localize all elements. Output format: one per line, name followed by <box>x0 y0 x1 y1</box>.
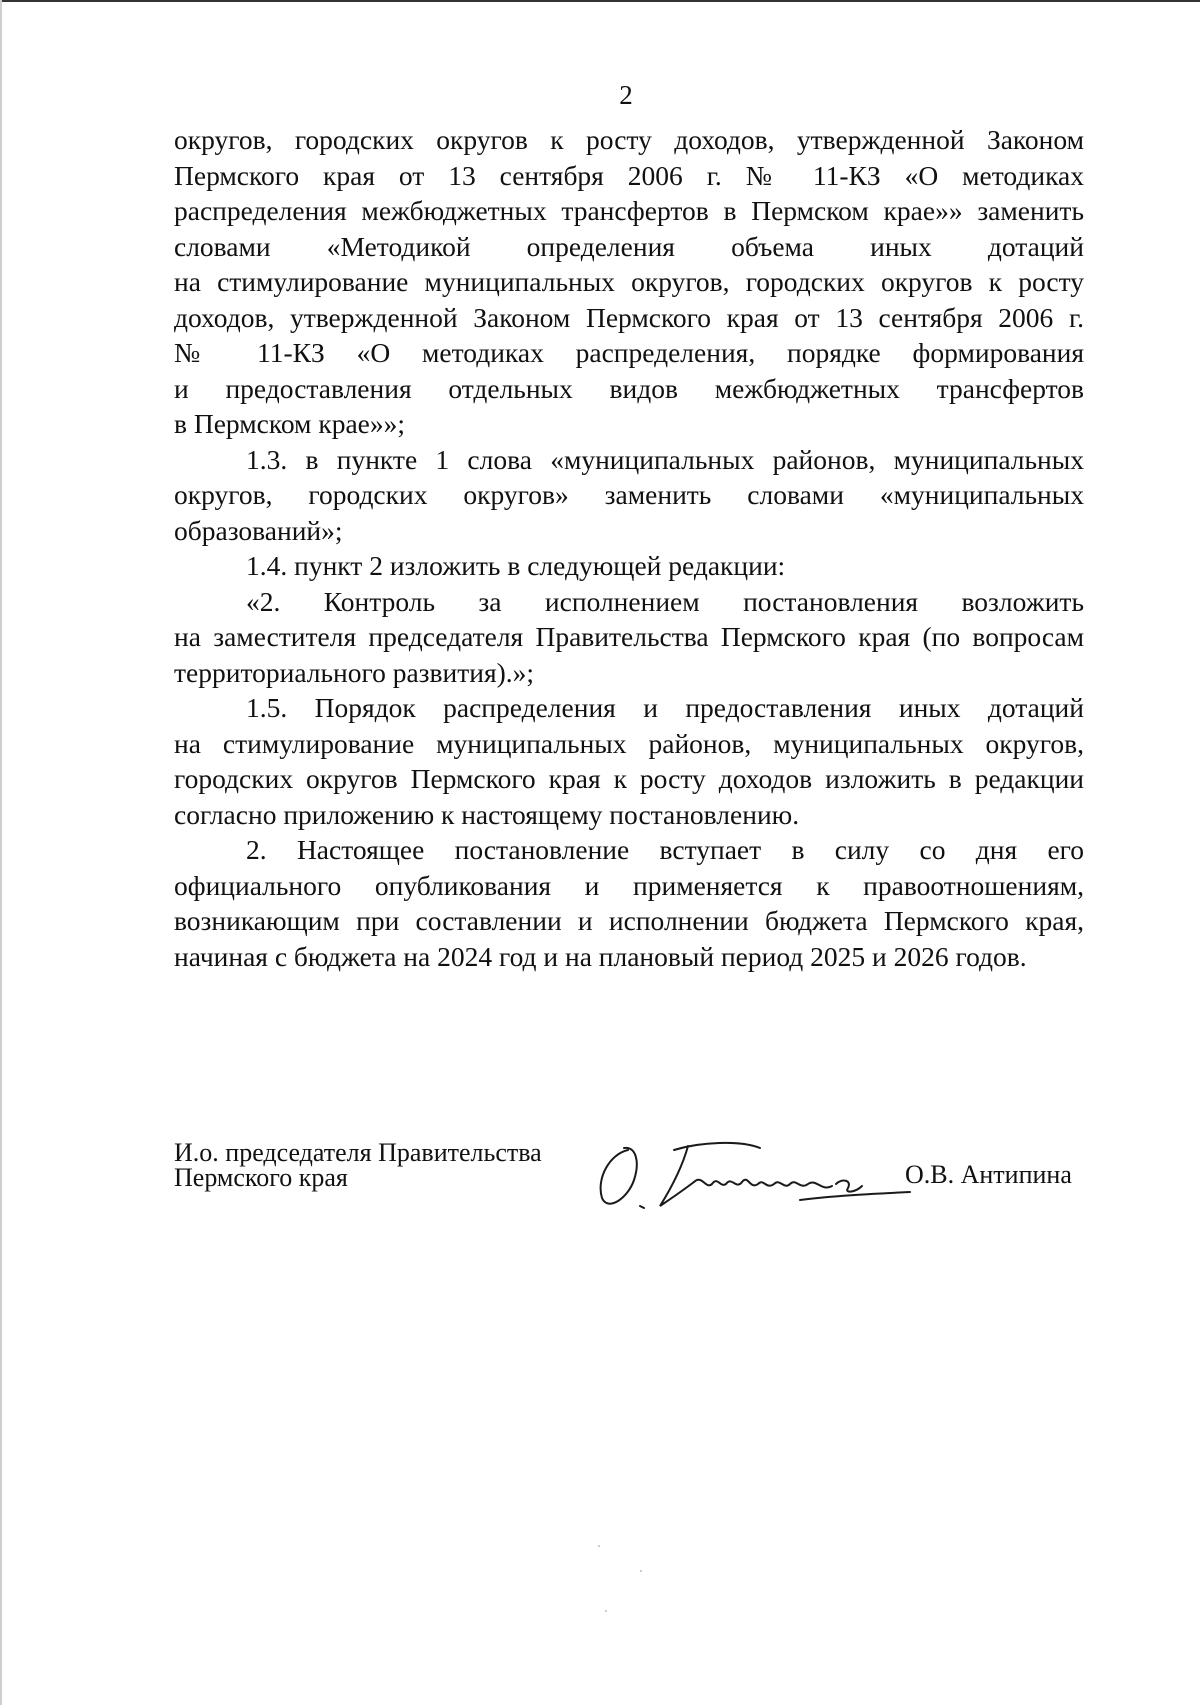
scan-speck <box>640 1570 642 1572</box>
signer-name: О.В. Антипина <box>905 1160 1072 1189</box>
text-line: округов, городских округов к росту доходов, утвержденной Законом <box>174 124 1084 155</box>
text-line: 2. Настоящее постановление вступает в силу со дня его <box>246 834 1084 865</box>
text-line: территориального развития).»; <box>174 656 535 688</box>
text-line: доходов, утвержденной Законом Пермского края от 13 сентября 2006 г. <box>174 301 1084 333</box>
text-line: № 11-КЗ «О методиках распределения, порядке формирования <box>174 337 1084 368</box>
text-line: согласно приложению к настоящему постановлению. <box>174 798 800 830</box>
scan-speck <box>605 1610 607 1612</box>
text-line: на стимулирование муниципальных округов, городских округов к росту <box>174 266 1084 297</box>
text-line: образований»; <box>174 514 343 546</box>
text-line: 1.3. в пункте 1 слова «муниципальных районов, муниципальных <box>246 443 1084 475</box>
text-line: Пермского края от 13 сентября 2006 г. № 11-КЗ «О методиках <box>174 159 1084 191</box>
document-body <box>174 122 1084 974</box>
text-line: официального опубликования и применяется к правоотношениям, <box>174 869 1084 901</box>
text-line: округов, городских округов» заменить словами «муниципальных <box>174 479 1084 510</box>
text-line: распределения межбюджетных трансфертов в Пермском крае»» заменить <box>174 195 1084 226</box>
text-line: 1.4. пункт 2 изложить в следующей редакции: <box>246 550 786 581</box>
text-line: возникающим при составлении и исполнении бюджета Пермского края, <box>174 905 1084 936</box>
signatory-position-line: Пермского края <box>174 1163 348 1192</box>
text-line: начиная с бюджета на 2024 год и на плановый период 2025 и 2026 годов. <box>174 940 1027 972</box>
text-line: 1.5. Порядок распределения и предоставления иных дотаций <box>246 692 1084 723</box>
scan-top-edge <box>0 0 1200 2</box>
text-line: словами «Методикой определения объема иных дотаций <box>174 230 1084 262</box>
signatory-position <box>174 1140 542 1190</box>
handwritten-signature <box>590 1128 920 1213</box>
page-number: 2 <box>619 80 633 110</box>
text-line: на стимулирование муниципальных районов, муниципальных округов, <box>174 727 1084 759</box>
scan-speck <box>598 1545 600 1547</box>
text-line: в Пермском крае»»; <box>174 408 405 439</box>
text-line: и предоставления отдельных видов межбюджетных трансфертов <box>174 372 1084 404</box>
text-line: городских округов Пермского края к росту доходов изложить в редакции <box>174 763 1084 794</box>
text-line: «2. Контроль за исполнением постановления возложить <box>246 585 1084 617</box>
signatory-position-line: И.о. председателя Правительства <box>174 1138 542 1167</box>
text-line: на заместителя председателя Правительства Пермского края (по вопросам <box>174 621 1084 652</box>
scan-left-edge <box>0 0 2 1705</box>
